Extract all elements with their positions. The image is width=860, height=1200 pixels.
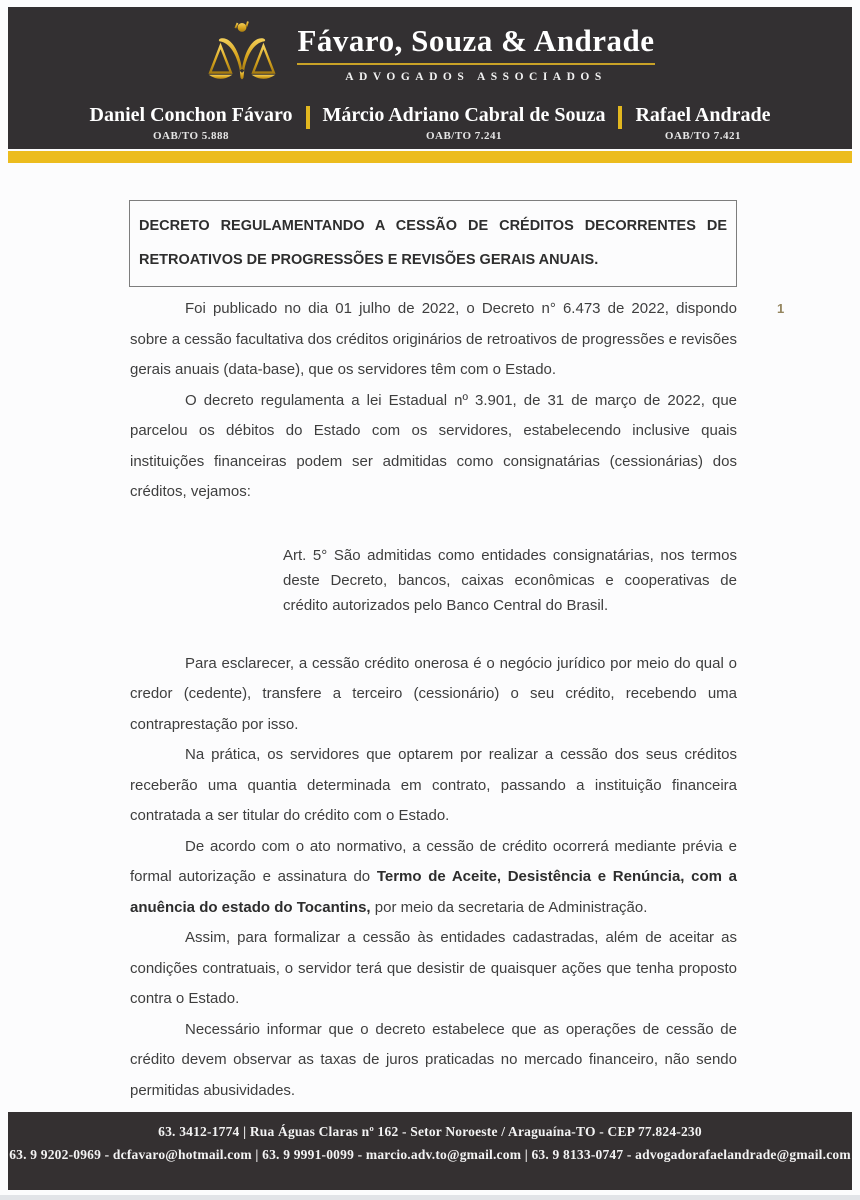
lawyer-oab: OAB/TO 7.241: [425, 130, 503, 142]
letterhead-footer: [8, 1112, 852, 1190]
paragraph: Assim, para formalizar a cessão às entidades cadastradas, além de aceitar as condições contratuais, o servidor terá que desistir de quaisquer ações que tenha proposto contra o Estado.: [130, 929, 737, 1007]
lawyer-block: [323, 104, 606, 142]
lawyer-name: Rafael Andrade: [635, 104, 771, 126]
page-bottom-edge: [0, 1195, 860, 1200]
legal-quote: Art. 5° São admitidas como entidades consignatárias, nos termos deste Decreto, bancos, caixas econômicas e cooperativas de crédito autorizados pelo Banco Central do Brasil.: [283, 546, 737, 614]
footer-contacts-line: 63. 9 9202-0969 - dcfavaro@hotmail.com | 63. 9 9991-0099 - marcio.adv.to@gmail.com | 63. 9 8133-0747 - advogadorafaelandrade@gmail.com: [9, 1147, 851, 1162]
firm-name: Fávaro, Souza & Andrade: [297, 23, 655, 58]
paragraph-with-bold: [130, 832, 737, 924]
paragraph-pre: De acordo com o ato normativo, a cessão de crédito ocorrerá mediante prévia e formal autorização e assinatura do: [130, 837, 737, 885]
paragraph: Foi publicado no dia 01 julho de 2022, o Decreto n° 6.473 de 2022, dispondo sobre a cessão facultativa dos créditos originários de retroativos de progressões e revisões gerais anuais (data-base), que os servidores têm com o Estado.: [130, 300, 737, 378]
paragraph: Necessário informar que o decreto estabelece que as operações de cessão de crédito devem observar as taxas de juros praticadas no mercado financeiro, não sendo permitidas abusividades.: [130, 1020, 737, 1099]
gold-rule: [297, 63, 654, 65]
letterhead-header: [8, 7, 852, 149]
gold-separator-bar: [306, 106, 310, 129]
lawyer-block: [90, 104, 293, 142]
paragraph-post: por meio da secretaria de Administração.: [370, 898, 648, 916]
paragraph: O decreto regulamenta a lei Estadual nº 3.901, de 31 de março de 2022, que parcelou os débitos do Estado com os servidores, estabelecendo inclusive quais instituições financeiras podem ser admitidas como consignatárias (cessionárias) dos créditos, vejamos:: [130, 391, 737, 500]
paragraph: Para esclarecer, a cessão crédito onerosa é o negócio jurídico por meio do qual o credor (cedente), transfere a terceiro (cessionário) o seu crédito, recebendo uma contraprestação por isso.: [130, 654, 737, 733]
lawyer-name: Márcio Adriano Cabral de Souza: [322, 104, 606, 126]
brand-text: [297, 17, 654, 83]
document-body: [130, 294, 737, 1106]
scales-of-justice-icon: [205, 17, 279, 97]
footer-address-line: 63. 3412-1774 | Rua Águas Claras nº 162 - Setor Noroeste / Araguaína-TO - CEP 77.824-230: [158, 1124, 702, 1139]
page-number: 1: [777, 301, 785, 316]
lawyer-name: Daniel Conchon Fávaro: [89, 104, 293, 126]
lawyer-oab: OAB/TO 7.421: [664, 130, 742, 142]
gold-separator-bar: [618, 106, 622, 129]
paragraph-bold-segment: Termo de Aceite, Desistência e Renúncia, com a anuência do estado do Tocantins,: [130, 868, 737, 916]
lawyers-row: [8, 104, 852, 142]
document-title-box: DECRETO REGULAMENTANDO A CESSÃO DE CRÉDITOS DECORRENTES DE RETROATIVOS DE PROGRESSÕES E REVISÕES GERAIS ANUAIS.: [129, 200, 737, 287]
lawyer-oab: OAB/TO 5.888: [152, 130, 230, 142]
gold-accent-stripe: [8, 151, 852, 163]
firm-subtitle: ADVOGADOS ASSOCIADOS: [345, 71, 607, 83]
paragraph: Na prática, os servidores que optarem por realizar a cessão dos seus créditos receberão uma quantia determinada em contrato, passando a instituição financeira contratada a ser titular do crédito com o Estado.: [130, 746, 737, 824]
brand-row: [8, 17, 852, 97]
lawyer-block: [635, 104, 770, 142]
